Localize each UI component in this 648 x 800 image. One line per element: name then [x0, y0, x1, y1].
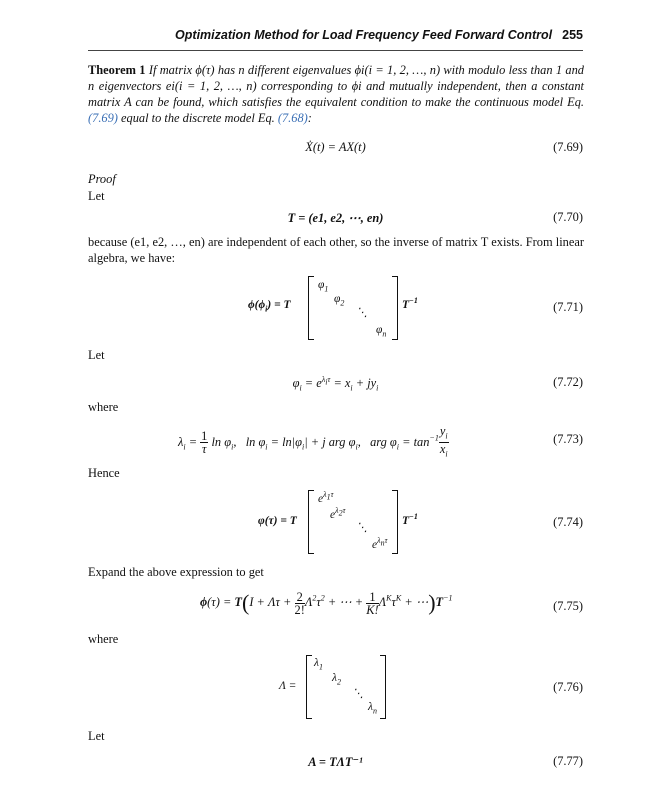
matrix-entry-lambda1: $\lambda_1$	[314, 657, 323, 672]
matrix-entry-e2: $e^{\lambda_2\tau}$	[330, 506, 346, 521]
running-header	[88, 28, 583, 48]
eq-number-7-70: (7.70)	[553, 210, 583, 224]
text-where-2: where	[88, 632, 119, 646]
text-where-1: where	[88, 400, 119, 414]
eq-number-7-76: (7.76)	[553, 680, 583, 694]
text-let-2: Let	[88, 348, 105, 362]
equation-link-7-69[interactable]: (7.69)	[88, 111, 118, 125]
matrix-ellipsis-2: ⋱	[356, 522, 368, 534]
matrix-entry-lambdan: $\lambda_n$	[368, 701, 377, 716]
matrix-ellipsis: ⋱	[356, 307, 368, 319]
eq-number-7-69: (7.69)	[553, 140, 583, 154]
equation-7-75: ϕ(τ) = T(I + Λτ + $\frac{2}{2!}$ $\Lambda^2\tau^2$ + ⋯ + $\frac{1}{K!}$ $\Lambda^K\tau^K$ + $\cdots)T^{-1}$	[200, 589, 453, 617]
equation-7-73: $\lambda_i$ = $\frac{1}{\tau}$ $\ln \varphi_i$, $\ln \varphi_i = \ln|\varphi_i| + j$ arg $\varphi_i$, arg $\varphi_i = \tan^{-1}$ $\frac{y_i}{x_i}$	[178, 424, 448, 459]
lambda-lhs: Λ =	[279, 680, 297, 692]
text-hence: Hence	[88, 466, 120, 480]
matrix-entry-phin: $\varphi_n$	[376, 324, 387, 339]
page-number: 255	[562, 28, 583, 42]
text-expand: Expand the above expression to get	[88, 565, 264, 579]
eq-number-7-75: (7.75)	[553, 599, 583, 613]
phi-phi-lhs: $\phi(\phi_i) = T$	[248, 299, 291, 314]
header-rule	[88, 50, 583, 51]
equation-7-69: Ẋ(t) = AX(t)	[305, 140, 366, 154]
t-inverse: $T^{-1}$	[402, 296, 418, 311]
left-bracket-3	[306, 655, 312, 719]
text-let-3: Let	[88, 729, 105, 743]
eq-number-7-77: (7.77)	[553, 754, 583, 768]
equation-7-70: T = (e1, e2, ⋯, en)	[287, 211, 384, 225]
matrix-entry-phi1: $\varphi_1$	[318, 279, 329, 294]
theorem-text-mid: equal to the discrete model Eq.	[121, 111, 275, 125]
matrix-entry-e1: $e^{\lambda_1\tau}$	[318, 490, 334, 505]
right-bracket-2	[392, 490, 398, 554]
left-bracket-2	[308, 490, 314, 554]
eq-number-7-72: (7.72)	[553, 375, 583, 389]
because-paragraph: because (e1, e2, …, en) are independent of each other, so the inverse of matrix T exists. From linear algebra, we have:	[88, 235, 584, 265]
text-let-1: Let	[88, 189, 105, 203]
matrix-entry-lambda2: $\lambda_2$	[332, 672, 341, 687]
right-bracket-3	[380, 655, 386, 719]
equation-7-77: A = TΛT⁻¹	[308, 755, 363, 769]
equation-7-72: $\varphi_i = e^{\lambda_i\tau} = x_i + jy_i$	[292, 375, 379, 393]
matrix-ellipsis-3: ⋱	[352, 688, 364, 700]
theorem-text: If matrix ϕ(τ) has n different eigenvalues ϕi(i = 1, 2, …, n) with modulo less than 1 and n eigenvectors ei(i = 1, 2, …, n) corresponding to ϕi and mutually independent, then a constant matrix A can be found, which satisfies the equivalent condition to make the continuous model Eq.	[88, 63, 584, 109]
theorem-paragraph	[88, 62, 584, 126]
phi-tau-lhs: φ(τ) = T	[258, 515, 297, 527]
matrix-entry-en: $e^{\lambda_n\tau}$	[372, 536, 388, 551]
eq-number-7-74: (7.74)	[553, 515, 583, 529]
eq-number-7-71: (7.71)	[553, 300, 583, 314]
eq-number-7-73: (7.73)	[553, 432, 583, 446]
left-bracket	[308, 276, 314, 340]
t-inverse-2: $T^{-1}$	[402, 512, 418, 527]
equation-link-7-68[interactable]: (7.68)	[277, 111, 308, 125]
proof-label: Proof	[88, 172, 116, 186]
theorem-label: Theorem 1	[88, 63, 146, 77]
theorem-colon: :	[307, 111, 312, 125]
header-title: Optimization Method for Load Frequency Feed Forward Control	[175, 28, 553, 42]
right-bracket	[392, 276, 398, 340]
matrix-entry-phi2: $\varphi_2$	[334, 293, 345, 308]
